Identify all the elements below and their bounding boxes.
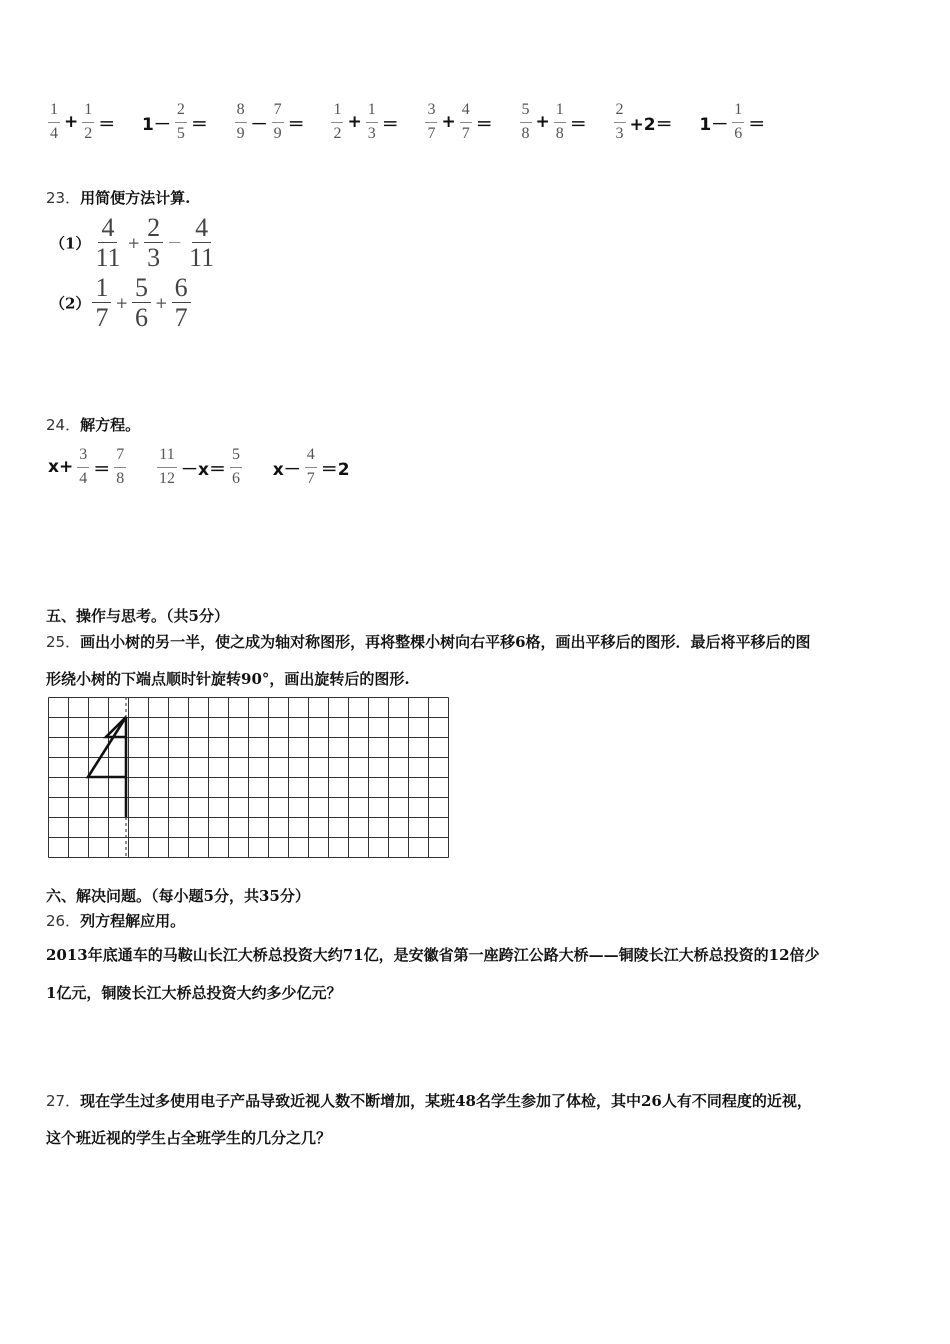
q27-line-2: 这个班近视的学生占全班学生的几分之几？ (46, 1129, 332, 1147)
fraction: $\frac{5}{8}$ (521, 101, 530, 142)
fraction: $\frac{8}{9}$ (236, 101, 245, 142)
q22-item-1: $\frac{1}{4}$ + $\frac{1}{2}$ ＝ (50, 101, 116, 142)
fraction: $\frac{11}{12}$ (159, 446, 175, 487)
fraction: $\frac{1}{8}$ (555, 101, 564, 142)
q22-item-3: $\frac{8}{9}$ － $\frac{7}{9}$ ＝ (236, 101, 305, 142)
section-5-title: 五、操作与思考。（共5分） (46, 607, 229, 625)
fraction: $\frac{4}{7}$ (306, 446, 315, 487)
fraction: $\frac{2}{5}$ (176, 101, 185, 142)
fraction: $\frac{3}{4}$ (79, 446, 88, 487)
fraction: $\frac{1}{6}$ (734, 101, 743, 142)
fraction: $\frac{5}{6}$ (231, 446, 240, 487)
q27-line-1: 27．现在学生过多使用电子产品导致近视人数不断增加，某班48名学生参加了体检，其中26人有不同程度的近视， (46, 1092, 812, 1110)
q25-line-1: 25．画出小树的另一半，使之成为轴对称图形，再将整棵小树向右平移6格，画出平移后的图形．最后将平移后的图 (46, 633, 811, 651)
equation-3: x－ $\frac{4}{7}$ ＝2 (272, 446, 350, 487)
q25-line-2: 形绕小树的下端点顺时针旋转90°，画出旋转后的图形. (46, 670, 410, 688)
fraction: $\frac{2}{3}$ (144, 214, 163, 272)
q23-heading: 23．用简便方法计算. (46, 189, 191, 207)
fraction: $\frac{4}{7}$ (461, 101, 470, 142)
fraction: $\frac{1}{2}$ (84, 101, 93, 142)
fraction: $\frac{7}{9}$ (273, 101, 282, 142)
q23-part-2: （2） $\frac{1}{7}$ + $\frac{5}{6}$ + $\frac{6}{7}$ (50, 274, 193, 332)
q22-item-5: $\frac{3}{7}$ + $\frac{4}{7}$ ＝ (427, 101, 493, 142)
fraction: $\frac{5}{6}$ (132, 274, 151, 332)
q24-equations (46, 447, 374, 488)
q22-item-7: $\frac{2}{3}$ +2＝ (615, 101, 673, 142)
q26-heading: 26．列方程解应用。 (46, 912, 186, 930)
q24-heading: 24．解方程。 (46, 416, 141, 434)
grid-figure (48, 697, 453, 860)
q23-part-1: （1） $\frac{4}{11}$ + $\frac{2}{3}$ － $\frac{4}{11}$ (50, 214, 219, 272)
fraction: $\frac{1}{2}$ (333, 101, 342, 142)
fraction: $\frac{1}{7}$ (92, 274, 111, 332)
equation-2: $\frac{11}{12}$ －x＝ $\frac{5}{6}$ (159, 446, 240, 487)
q22-item-4: $\frac{1}{2}$ + $\frac{1}{3}$ ＝ (333, 101, 399, 142)
fraction: $\frac{2}{3}$ (615, 101, 624, 142)
fraction: $\frac{7}{8}$ (116, 446, 125, 487)
q22-row (46, 102, 785, 143)
q26-line-1: 2013年底通车的马鞍山长江大桥总投资大约71亿，是安徽省第一座跨江公路大桥——铜陵长江大桥总投资的12倍少 (46, 946, 820, 964)
fraction: $\frac{3}{7}$ (427, 101, 436, 142)
fraction: $\frac{1}{3}$ (367, 101, 376, 142)
half-tree (88, 717, 126, 777)
fraction: $\frac{1}{4}$ (50, 101, 58, 142)
equation-1: x+ $\frac{3}{4}$ ＝ $\frac{7}{8}$ (48, 446, 125, 487)
q26-line-2: 1亿元，铜陵长江大桥总投资大约多少亿元？ (46, 984, 342, 1002)
q22-item-2: 1－ $\frac{2}{5}$ ＝ (142, 101, 208, 142)
q22-item-8: 1－ $\frac{1}{6}$ ＝ (699, 101, 766, 142)
fraction: $\frac{4}{11}$ (95, 213, 121, 273)
fraction: $\frac{6}{7}$ (172, 274, 191, 332)
fraction: $\frac{4}{11}$ (189, 213, 215, 273)
q22-item-6: $\frac{5}{8}$ + $\frac{1}{8}$ ＝ (521, 101, 587, 142)
section-6-title: 六、解决问题。（每小题5分，共35分） (46, 887, 310, 905)
